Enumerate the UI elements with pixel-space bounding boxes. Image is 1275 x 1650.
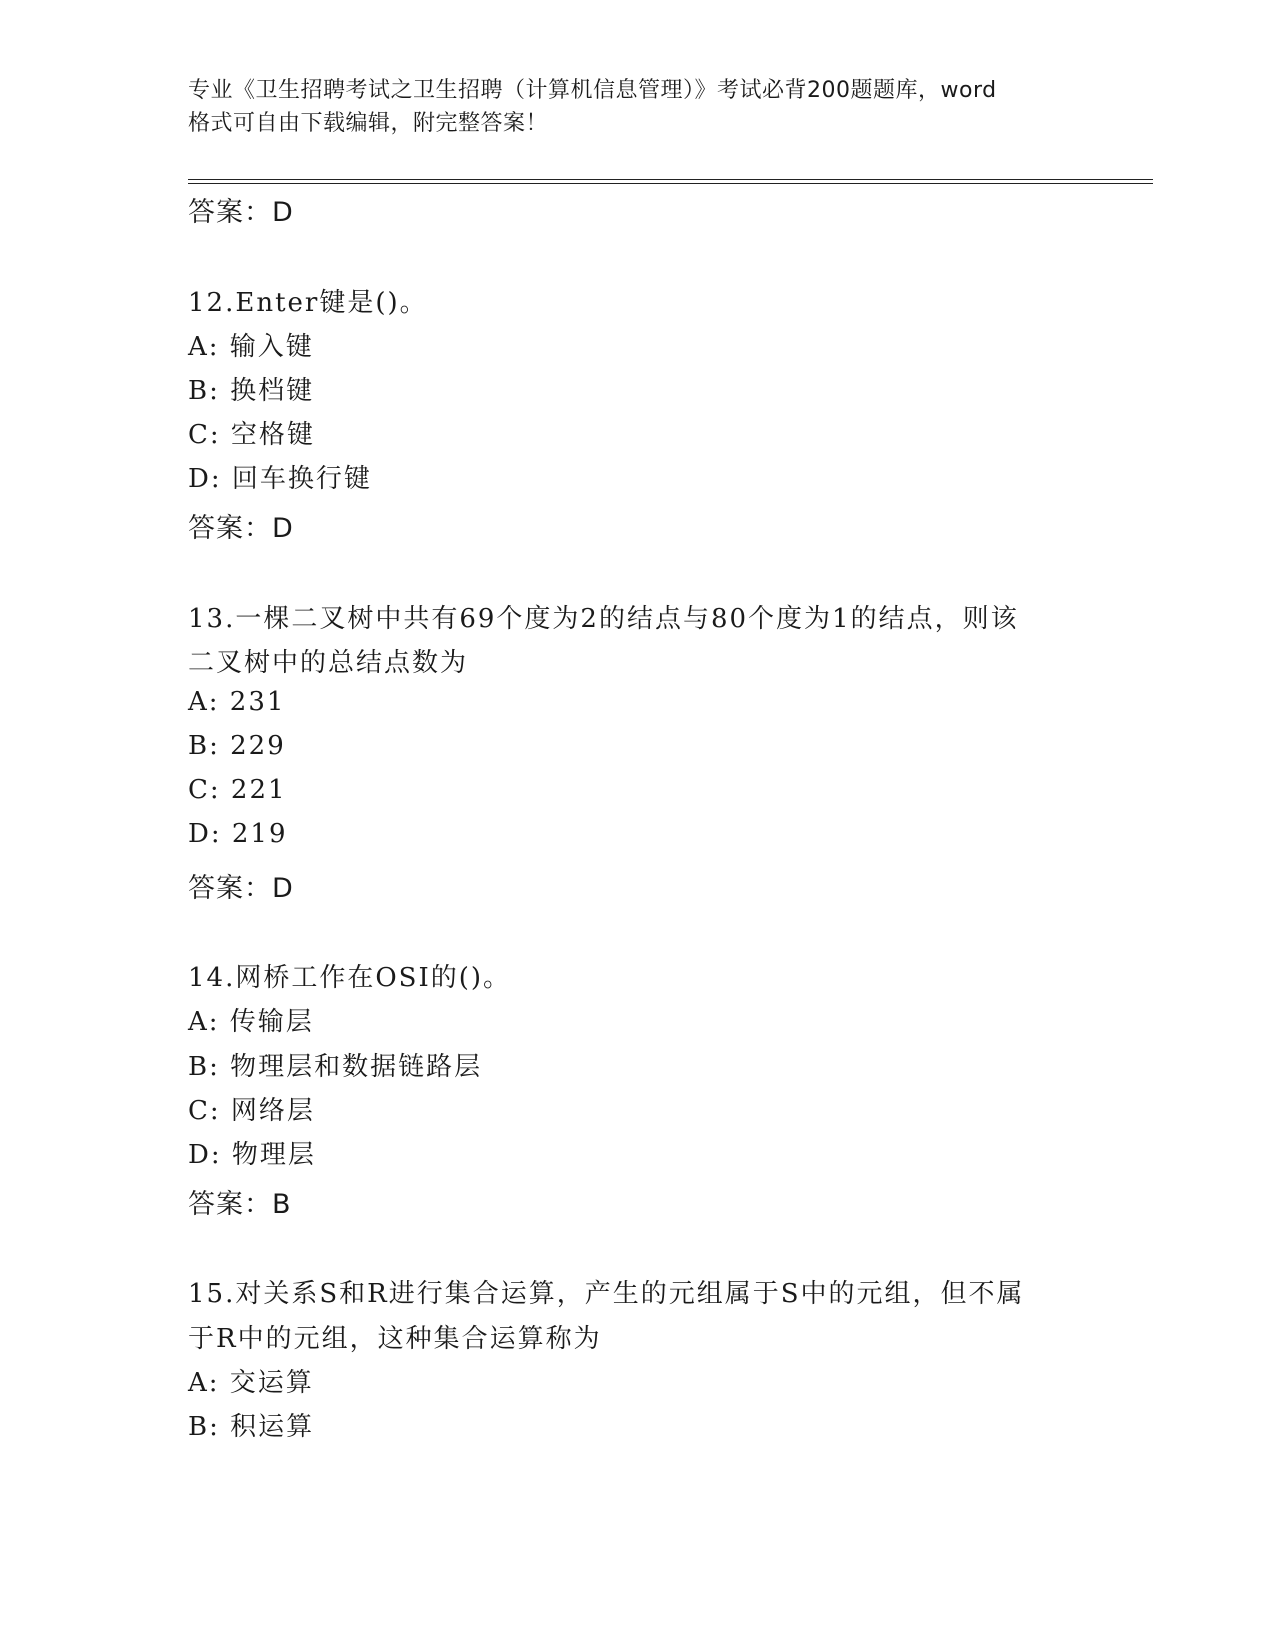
option-a: A: 交运算 bbox=[188, 1368, 314, 1398]
question-stem: 15.对关系S和R进行集合运算，产生的元组属于S中的元组，但不属 bbox=[188, 1279, 1025, 1309]
question-stem: 12.Enter键是()。 bbox=[188, 288, 428, 318]
header-line-2: 格式可自由下载编辑，附完整答案！ bbox=[188, 111, 549, 136]
option-a: A: 传输层 bbox=[188, 1007, 314, 1037]
option-b: B: 换档键 bbox=[188, 376, 315, 406]
question-stem: 14.网桥工作在OSI的()。 bbox=[188, 963, 512, 993]
question-stem-continued: 二叉树中的总结点数为 bbox=[188, 648, 469, 678]
answer-line: 答案：D bbox=[188, 513, 294, 544]
option-a: A: 输入键 bbox=[188, 332, 314, 362]
question-stem: 13.一棵二叉树中共有69个度为2的结点与80个度为1的结点，则该 bbox=[188, 604, 1019, 634]
answer-line: 答案：B bbox=[188, 1189, 292, 1220]
answer-line: 答案：D bbox=[188, 197, 294, 228]
option-d: D: 物理层 bbox=[188, 1140, 316, 1170]
option-b: B: 积运算 bbox=[188, 1412, 315, 1442]
document-header bbox=[188, 74, 1088, 140]
header-divider-bottom bbox=[188, 183, 1153, 184]
option-c: C: 空格键 bbox=[188, 420, 315, 450]
header-divider-top bbox=[188, 179, 1153, 180]
answer-line: 答案：D bbox=[188, 873, 294, 904]
option-c: C: 网络层 bbox=[188, 1096, 315, 1126]
question-stem-continued: 于R中的元组，这种集合运算称为 bbox=[188, 1324, 602, 1354]
option-c: C: 221 bbox=[188, 775, 287, 805]
option-b: B: 物理层和数据链路层 bbox=[188, 1052, 483, 1082]
option-d: D: 219 bbox=[188, 819, 288, 849]
option-a: A: 231 bbox=[188, 687, 286, 717]
option-b: B: 229 bbox=[188, 731, 286, 761]
header-line-1: 专业《卫生招聘考试之卫生招聘（计算机信息管理）》考试必背200题题库，word bbox=[188, 78, 997, 103]
option-d: D: 回车换行键 bbox=[188, 464, 372, 494]
